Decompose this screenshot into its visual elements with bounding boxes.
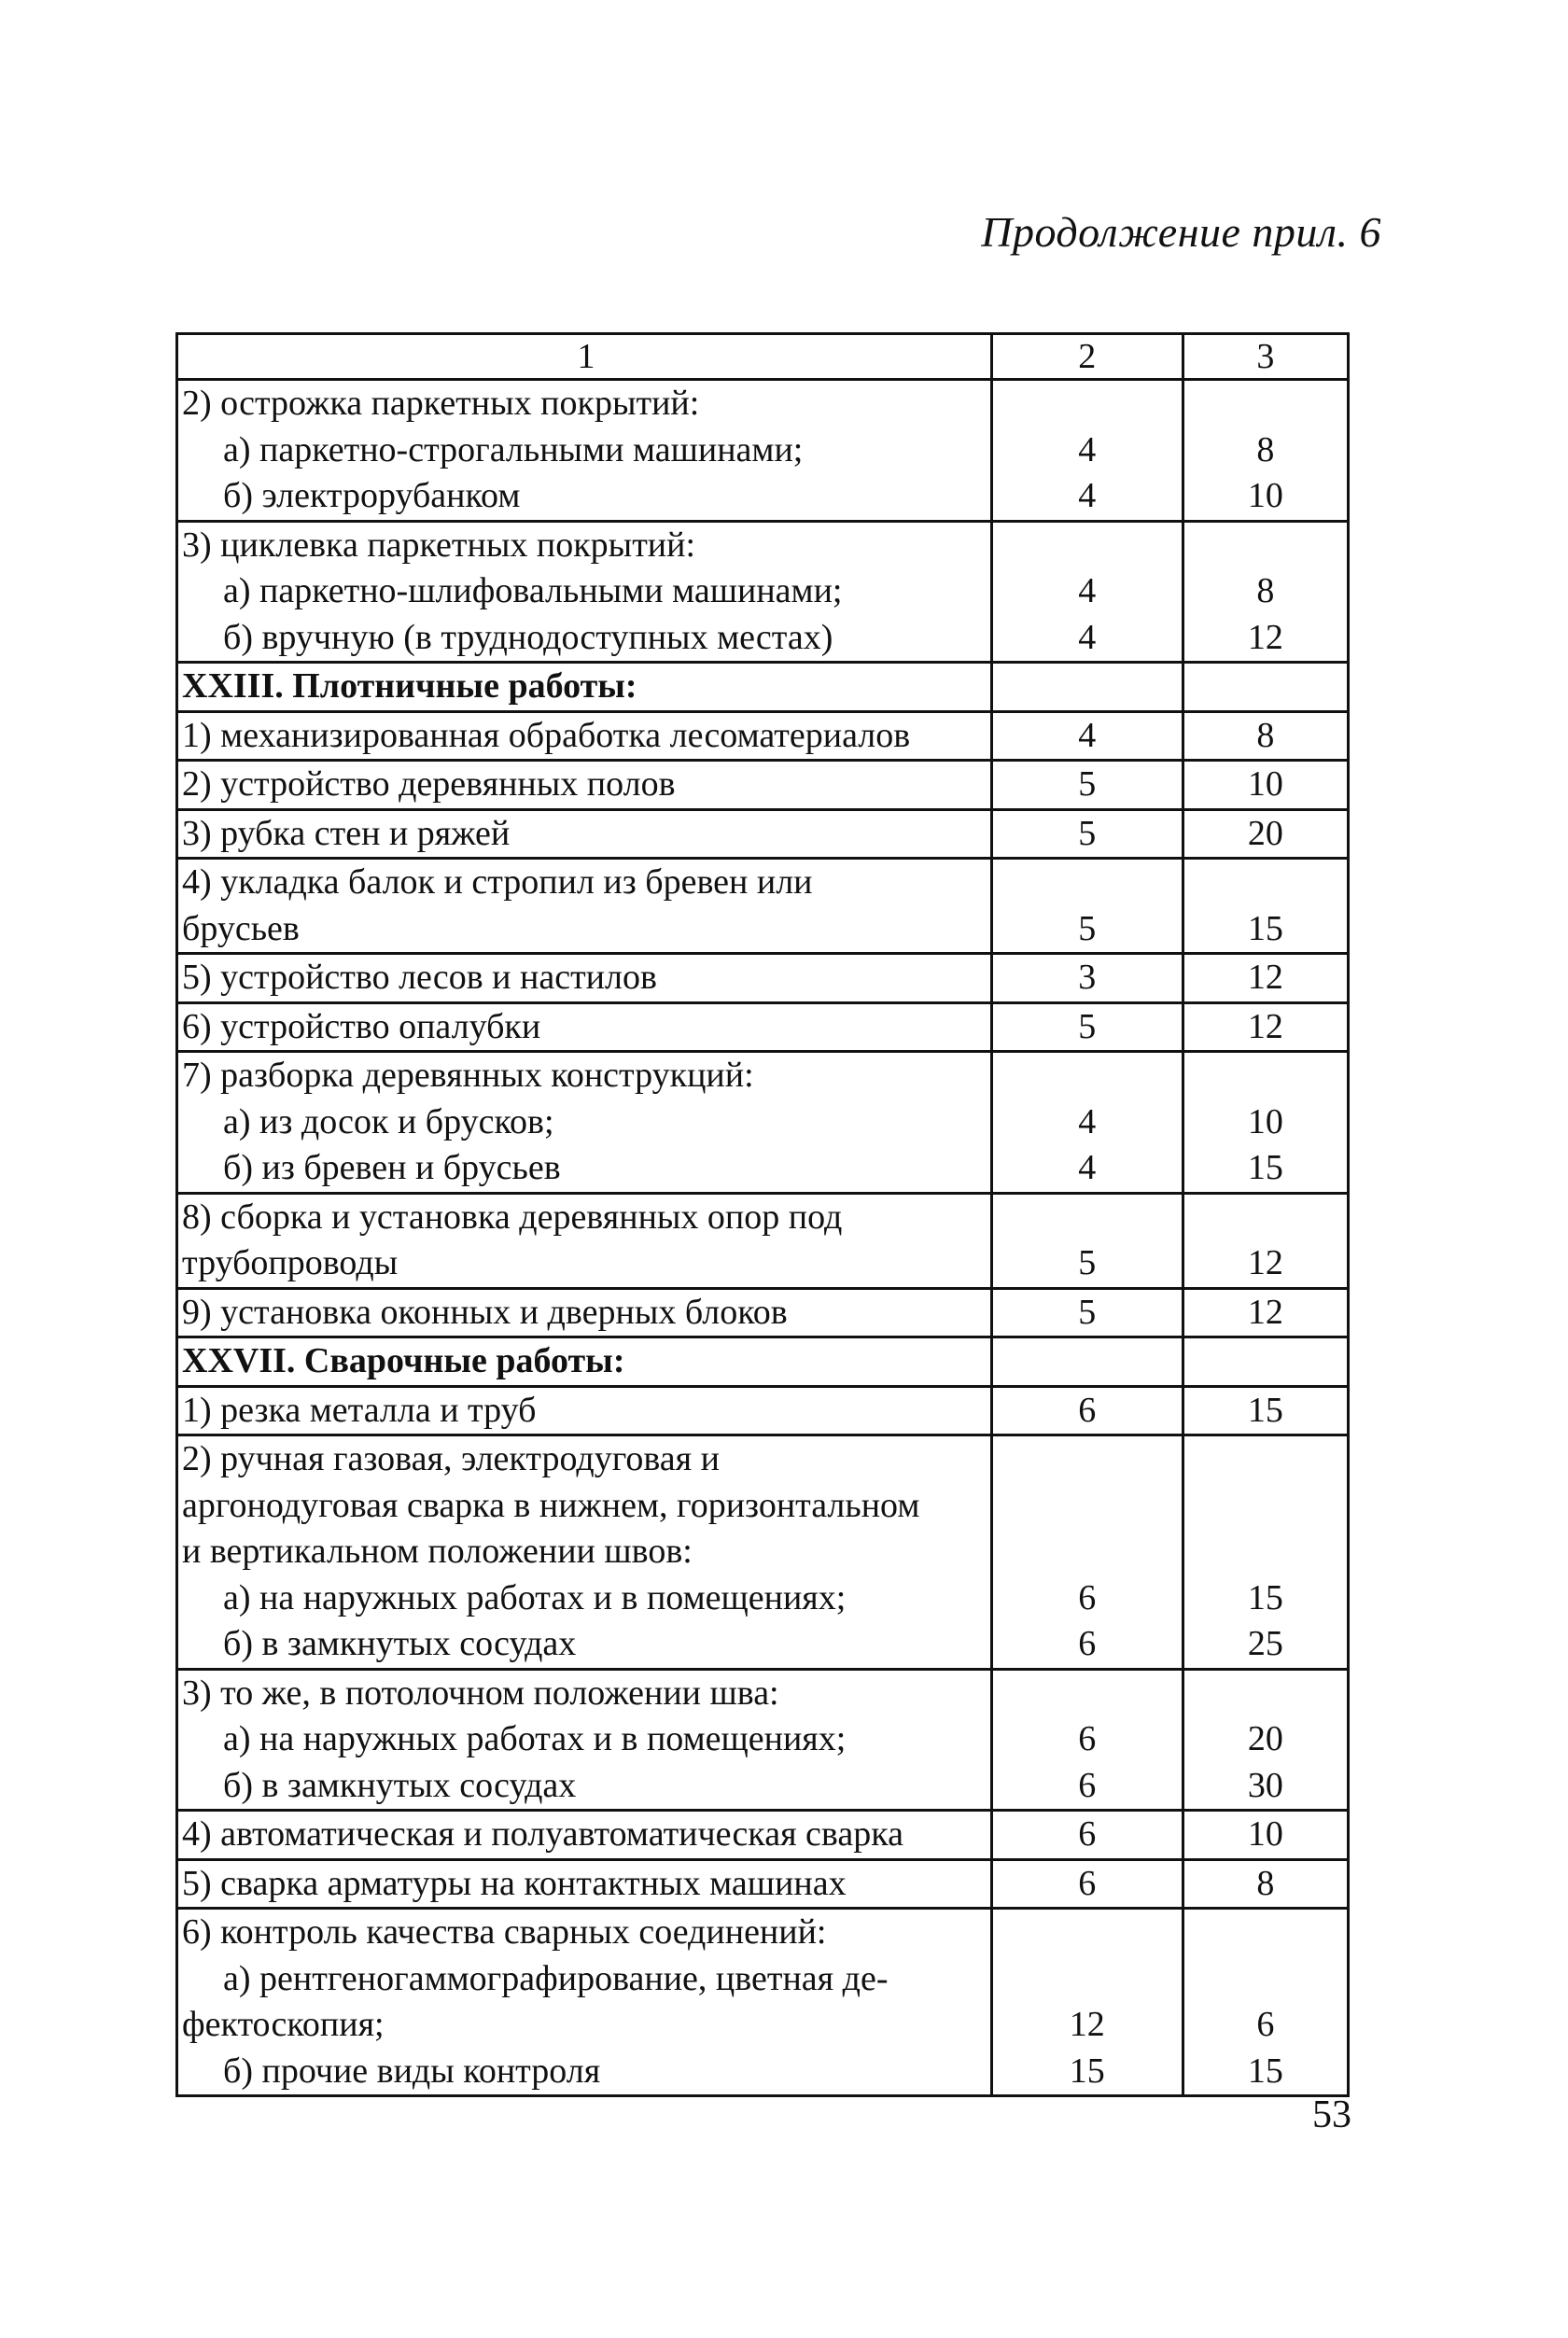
work-description-cell bbox=[177, 1288, 992, 1337]
table-row bbox=[177, 1669, 1349, 1811]
description-line: 7) разборка деревянных конструкций: bbox=[182, 1056, 754, 1095]
column-3-cell bbox=[1183, 1052, 1348, 1194]
work-description-cell bbox=[177, 1337, 992, 1387]
column-2-cell bbox=[991, 1337, 1183, 1387]
column-header-3: 3 bbox=[1183, 334, 1348, 380]
cell-value: 12 bbox=[1247, 958, 1283, 997]
work-description-cell bbox=[177, 711, 992, 761]
table-row bbox=[177, 761, 1349, 810]
column-3-cell bbox=[1183, 663, 1348, 712]
description-line: б) из бревен и брусьев bbox=[223, 1148, 561, 1187]
column-2-cell bbox=[991, 1386, 1183, 1435]
column-3-cell bbox=[1183, 1193, 1348, 1288]
work-description-cell bbox=[177, 1193, 992, 1288]
cell-value: 15 bbox=[1247, 1390, 1283, 1430]
cell-value: 5 bbox=[1078, 1006, 1097, 1046]
description-line: аргонодуговая сварка в нижнем, горизонтальном bbox=[182, 1485, 920, 1525]
work-description-cell bbox=[177, 761, 992, 810]
work-description-cell bbox=[177, 663, 992, 712]
cell-value: 5 bbox=[1078, 813, 1097, 853]
cell-value: 30 bbox=[1247, 1765, 1283, 1805]
work-description-cell bbox=[177, 809, 992, 859]
cell-value: 5 bbox=[1078, 1292, 1097, 1332]
description-line: трубопроводы bbox=[182, 1243, 399, 1282]
work-description-cell bbox=[177, 859, 992, 954]
description-line: б) прочие виды контроля bbox=[223, 2051, 601, 2091]
description-line: 2) острожка паркетных покрытий: bbox=[182, 384, 700, 423]
cell-value: 6 bbox=[1078, 1390, 1097, 1430]
table-row bbox=[177, 1909, 1349, 2096]
cell-value: 12 bbox=[1069, 2005, 1105, 2044]
description-line: 1) механизированная обработка лесоматериалов bbox=[182, 715, 911, 755]
column-2-cell bbox=[991, 1002, 1183, 1052]
description-line: XXIII. Плотничные работы: bbox=[182, 666, 637, 706]
cell-value: 3 bbox=[1078, 958, 1097, 997]
description-line: 5) устройство лесов и настилов bbox=[182, 958, 657, 997]
column-2-cell bbox=[991, 1193, 1183, 1288]
cell-value: 6 bbox=[1078, 1624, 1097, 1663]
table-row bbox=[177, 1002, 1349, 1052]
column-3-cell bbox=[1183, 1909, 1348, 2096]
table-header-row bbox=[177, 334, 1349, 380]
cell-value: 20 bbox=[1247, 1719, 1283, 1758]
work-description-cell bbox=[177, 380, 992, 522]
cell-value: 4 bbox=[1078, 1148, 1097, 1187]
cell-value: 8 bbox=[1256, 1863, 1275, 1903]
description-line: 8) сборка и установка деревянных опор под bbox=[182, 1197, 843, 1237]
cell-value: 15 bbox=[1247, 2051, 1283, 2091]
column-2-cell bbox=[991, 761, 1183, 810]
description-line: 1) резка металла и труб bbox=[182, 1390, 537, 1430]
table-row bbox=[177, 1288, 1349, 1337]
column-2-cell bbox=[991, 1909, 1183, 2096]
description-line: а) рентгеногаммографирование, цветная де- bbox=[223, 1958, 889, 1998]
column-3-cell bbox=[1183, 1288, 1348, 1337]
page-number: 53 bbox=[1312, 2093, 1351, 2136]
cell-value: 5 bbox=[1078, 1243, 1097, 1282]
cell-value: 20 bbox=[1247, 813, 1283, 853]
cell-value: 6 bbox=[1078, 1863, 1097, 1903]
description-line: а) паркетно-шлифовальными машинами; bbox=[223, 571, 843, 610]
page-header: Продолжение прил. 6 bbox=[981, 208, 1381, 256]
cell-value: 15 bbox=[1247, 908, 1283, 948]
column-header-2: 2 bbox=[991, 334, 1183, 380]
cell-value: 4 bbox=[1078, 429, 1097, 469]
work-description-cell bbox=[177, 1435, 992, 1670]
work-description-cell bbox=[177, 1909, 992, 2096]
column-3-cell bbox=[1183, 1386, 1348, 1435]
column-3-cell bbox=[1183, 1435, 1348, 1670]
work-description-cell bbox=[177, 1386, 992, 1435]
description-line: 2) устройство деревянных полов bbox=[182, 764, 676, 804]
description-line: и вертикальном положении швов: bbox=[182, 1532, 693, 1571]
column-3-cell bbox=[1183, 761, 1348, 810]
cell-value: 15 bbox=[1069, 2051, 1105, 2091]
cell-value: 10 bbox=[1247, 764, 1283, 804]
description-line: а) на наружных работах и в помещениях; bbox=[223, 1577, 847, 1617]
column-3-cell bbox=[1183, 1811, 1348, 1860]
description-line: б) электрорубанком bbox=[223, 476, 521, 515]
cell-value: 8 bbox=[1256, 715, 1275, 755]
column-2-cell bbox=[991, 380, 1183, 522]
column-3-cell bbox=[1183, 521, 1348, 663]
column-2-cell bbox=[991, 663, 1183, 712]
description-line: 4) укладка балок и стропил из бревен или bbox=[182, 862, 813, 902]
column-3-cell bbox=[1183, 1337, 1348, 1387]
description-line: а) на наружных работах и в помещениях; bbox=[223, 1719, 847, 1758]
cell-value: 12 bbox=[1247, 1243, 1283, 1282]
description-line: 6) контроль качества сварных соединений: bbox=[182, 1912, 827, 1952]
table-row bbox=[177, 521, 1349, 663]
cell-value: 4 bbox=[1078, 476, 1097, 515]
column-header-1: 1 bbox=[177, 334, 992, 380]
column-2-cell bbox=[991, 521, 1183, 663]
table-row bbox=[177, 859, 1349, 954]
work-description-cell bbox=[177, 1669, 992, 1811]
description-line: 2) ручная газовая, электродуговая и bbox=[182, 1439, 720, 1478]
description-line: XXVII. Сварочные работы: bbox=[182, 1341, 625, 1380]
column-3-cell bbox=[1183, 380, 1348, 522]
cell-value: 25 bbox=[1247, 1624, 1283, 1663]
cell-value: 8 bbox=[1256, 571, 1275, 610]
description-line: а) паркетно-строгальными машинами; bbox=[223, 429, 804, 469]
column-2-cell bbox=[991, 954, 1183, 1003]
table-row bbox=[177, 1435, 1349, 1670]
description-line: 3) то же, в потолочном положении шва: bbox=[182, 1673, 779, 1713]
description-line: б) в замкнутых сосудах bbox=[223, 1624, 577, 1663]
column-3-cell bbox=[1183, 1002, 1348, 1052]
cell-value: 4 bbox=[1078, 1101, 1097, 1141]
column-3-cell bbox=[1183, 1859, 1348, 1909]
table-row bbox=[177, 1859, 1349, 1909]
table-row bbox=[177, 1052, 1349, 1194]
cell-value: 10 bbox=[1247, 1814, 1283, 1854]
description-line: фектоскопия; bbox=[182, 2005, 385, 2044]
cell-value: 12 bbox=[1247, 1292, 1283, 1332]
table-row bbox=[177, 954, 1349, 1003]
description-line: б) в замкнутых сосудах bbox=[223, 1765, 577, 1805]
cell-value: 4 bbox=[1078, 571, 1097, 610]
cell-value: 12 bbox=[1247, 1006, 1283, 1046]
description-line: 3) рубка стен и ряжей bbox=[182, 813, 511, 853]
column-3-cell bbox=[1183, 809, 1348, 859]
description-line: 9) установка оконных и дверных блоков bbox=[182, 1292, 788, 1332]
description-line: 3) циклевка паркетных покрытий: bbox=[182, 525, 696, 565]
description-line: б) вручную (в труднодоступных местах) bbox=[223, 617, 833, 657]
column-2-cell bbox=[991, 809, 1183, 859]
cell-value: 15 bbox=[1247, 1148, 1283, 1187]
cell-value: 10 bbox=[1247, 476, 1283, 515]
description-line: брусьев bbox=[182, 908, 300, 948]
column-2-cell bbox=[991, 1435, 1183, 1670]
table-row bbox=[177, 1386, 1349, 1435]
work-description-cell bbox=[177, 521, 992, 663]
cell-value: 8 bbox=[1256, 429, 1275, 469]
cell-value: 4 bbox=[1078, 617, 1097, 657]
table-row bbox=[177, 809, 1349, 859]
table-row bbox=[177, 1811, 1349, 1860]
section-header-row bbox=[177, 663, 1349, 712]
column-2-cell bbox=[991, 1052, 1183, 1194]
column-2-cell bbox=[991, 1669, 1183, 1811]
column-2-cell bbox=[991, 859, 1183, 954]
cell-value: 6 bbox=[1078, 1765, 1097, 1805]
work-description-cell bbox=[177, 1002, 992, 1052]
table-body bbox=[177, 334, 1349, 2096]
work-description-cell bbox=[177, 954, 992, 1003]
cell-value: 6 bbox=[1078, 1719, 1097, 1758]
table-row bbox=[177, 380, 1349, 522]
description-line: 4) автоматическая и полуавтоматическая сварка bbox=[182, 1814, 903, 1854]
cell-value: 6 bbox=[1078, 1577, 1097, 1617]
description-line: 5) сварка арматуры на контактных машинах bbox=[182, 1863, 847, 1903]
table-row bbox=[177, 1193, 1349, 1288]
table-row bbox=[177, 711, 1349, 761]
column-2-cell bbox=[991, 711, 1183, 761]
column-2-cell bbox=[991, 1859, 1183, 1909]
description-line: а) из досок и брусков; bbox=[223, 1101, 554, 1141]
work-description-cell bbox=[177, 1811, 992, 1860]
cell-value: 15 bbox=[1247, 1577, 1283, 1617]
work-description-cell bbox=[177, 1859, 992, 1909]
cell-value: 5 bbox=[1078, 764, 1097, 804]
column-2-cell bbox=[991, 1811, 1183, 1860]
column-2-cell bbox=[991, 1288, 1183, 1337]
cell-value: 4 bbox=[1078, 715, 1097, 755]
norms-table bbox=[175, 332, 1350, 2097]
column-3-cell bbox=[1183, 954, 1348, 1003]
cell-value: 12 bbox=[1247, 617, 1283, 657]
cell-value: 10 bbox=[1247, 1101, 1283, 1141]
cell-value: 6 bbox=[1256, 2005, 1275, 2044]
column-3-cell bbox=[1183, 711, 1348, 761]
work-description-cell bbox=[177, 1052, 992, 1194]
description-line: 6) устройство опалубки bbox=[182, 1006, 541, 1046]
column-3-cell bbox=[1183, 1669, 1348, 1811]
cell-value: 5 bbox=[1078, 908, 1097, 948]
cell-value: 6 bbox=[1078, 1814, 1097, 1854]
column-3-cell bbox=[1183, 859, 1348, 954]
section-header-row bbox=[177, 1337, 1349, 1387]
